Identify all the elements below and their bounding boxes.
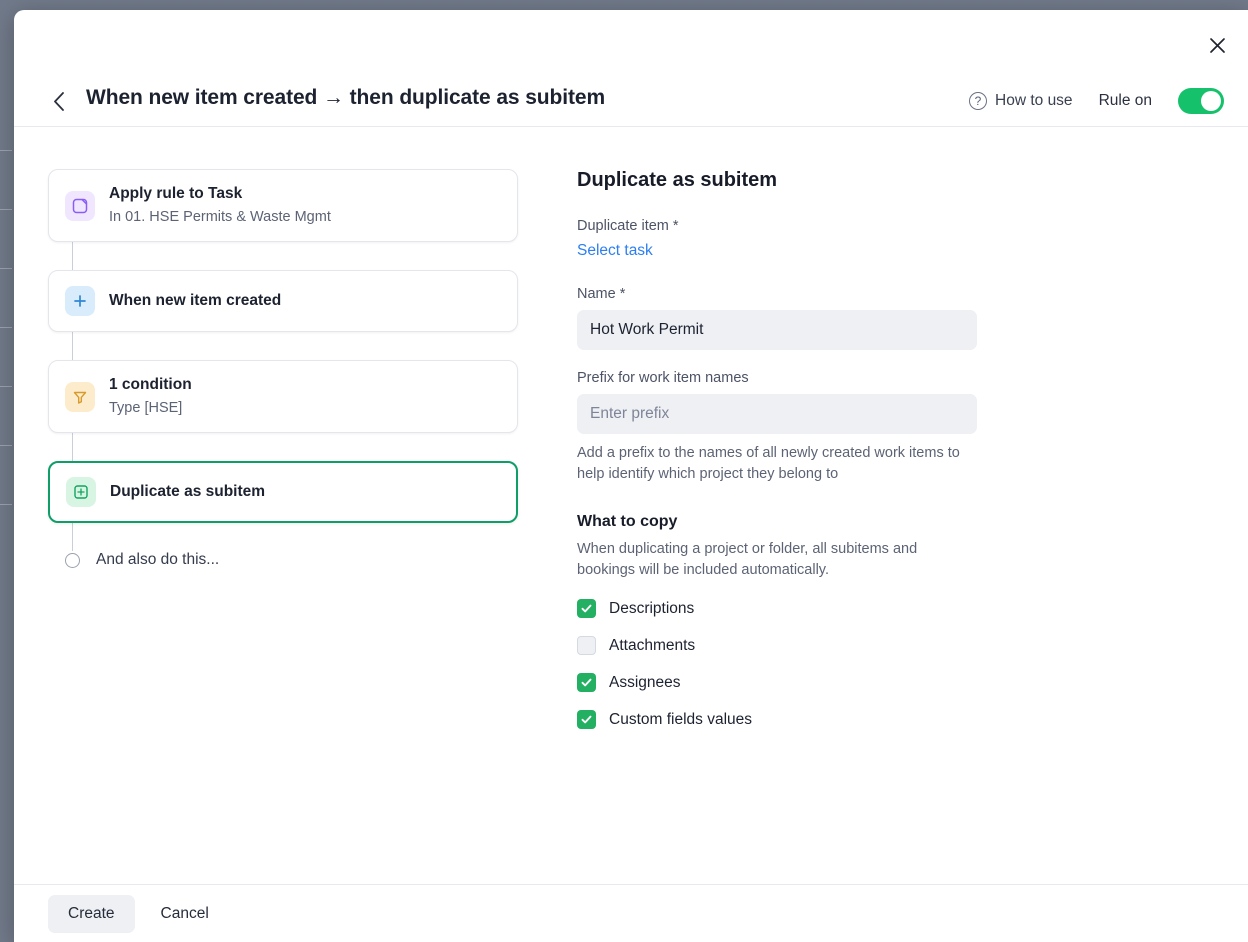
checkbox-label: Assignees	[609, 673, 681, 691]
step-title: When new item created	[109, 291, 282, 309]
help-icon: ?	[969, 92, 987, 110]
duplicate-icon	[66, 477, 96, 507]
backdrop-decoration	[0, 150, 14, 570]
step-text	[109, 291, 281, 312]
step-connector	[72, 433, 73, 461]
what-to-copy-description: When duplicating a project or folder, all subitems and bookings will be included automatically.	[577, 541, 918, 579]
checkbox-label: Attachments	[609, 636, 696, 654]
step-title: Duplicate as subitem	[110, 482, 266, 500]
filter-icon	[65, 382, 95, 412]
step-connector	[72, 332, 73, 360]
checkbox-label: Custom fields values	[609, 710, 753, 728]
circle-outline-icon	[65, 553, 80, 568]
checkbox-attachments[interactable]	[577, 636, 1197, 655]
toggle-knob	[1201, 91, 1221, 111]
plus-icon	[65, 286, 95, 316]
create-button[interactable]: Create	[48, 895, 135, 933]
checkbox-unchecked-icon	[577, 636, 596, 655]
what-to-copy-title: What to copy	[577, 513, 678, 531]
checkbox-assignees[interactable]	[577, 673, 1197, 692]
prefix-label: Prefix for work item names	[577, 370, 749, 386]
checkbox-checked-icon	[577, 710, 596, 729]
step-condition[interactable]	[48, 360, 518, 433]
step-title: 1 condition	[109, 376, 192, 394]
name-label: Name *	[577, 286, 626, 302]
how-to-use-label: How to use	[995, 92, 1073, 109]
dialog-body	[14, 127, 1248, 883]
checkbox-label: Descriptions	[609, 599, 695, 617]
select-task-link[interactable]: Select task	[577, 242, 653, 259]
page-title: When new item created → then duplicate as subitem	[86, 86, 606, 109]
step-subtitle: In 01. HSE Permits & Waste Mgmt	[109, 208, 331, 225]
prefix-input[interactable]	[577, 394, 977, 434]
step-text	[109, 184, 331, 227]
automation-rule-dialog	[14, 10, 1248, 942]
step-subtitle: Type [HSE]	[109, 400, 183, 417]
duplicate-item-label: Duplicate item *	[577, 218, 679, 234]
add-step-button[interactable]	[48, 551, 518, 569]
action-config-panel	[577, 169, 1197, 747]
rule-toggle-label: Rule on	[1098, 92, 1152, 109]
step-duplicate-as-subitem[interactable]	[48, 461, 518, 523]
checkbox-checked-icon	[577, 599, 596, 618]
rule-steps-list	[48, 169, 518, 569]
checkbox-custom-fields-values[interactable]	[577, 710, 1197, 729]
add-step-label: And also do this...	[96, 551, 220, 569]
dialog-header	[14, 10, 1248, 127]
dialog-footer	[14, 884, 1248, 942]
rule-on-toggle[interactable]	[1178, 88, 1224, 114]
cancel-button[interactable]: Cancel	[151, 895, 219, 933]
name-input[interactable]	[577, 310, 977, 350]
step-title: Apply rule to Task	[109, 185, 243, 202]
header-actions	[969, 88, 1224, 114]
step-trigger[interactable]	[48, 270, 518, 332]
panel-title: Duplicate as subitem	[577, 169, 778, 191]
step-text	[110, 482, 265, 503]
checkbox-checked-icon	[577, 673, 596, 692]
board-icon	[65, 191, 95, 221]
how-to-use-button[interactable]	[969, 92, 1073, 110]
close-icon[interactable]	[1200, 28, 1234, 62]
step-connector	[72, 242, 73, 270]
step-text	[109, 375, 192, 418]
checkbox-descriptions[interactable]	[577, 599, 1197, 618]
step-apply-rule[interactable]	[48, 169, 518, 242]
step-connector	[72, 523, 73, 551]
back-icon[interactable]	[44, 86, 74, 116]
prefix-hint: Add a prefix to the names of all newly created work items to help identify which project they belong to	[577, 445, 960, 483]
